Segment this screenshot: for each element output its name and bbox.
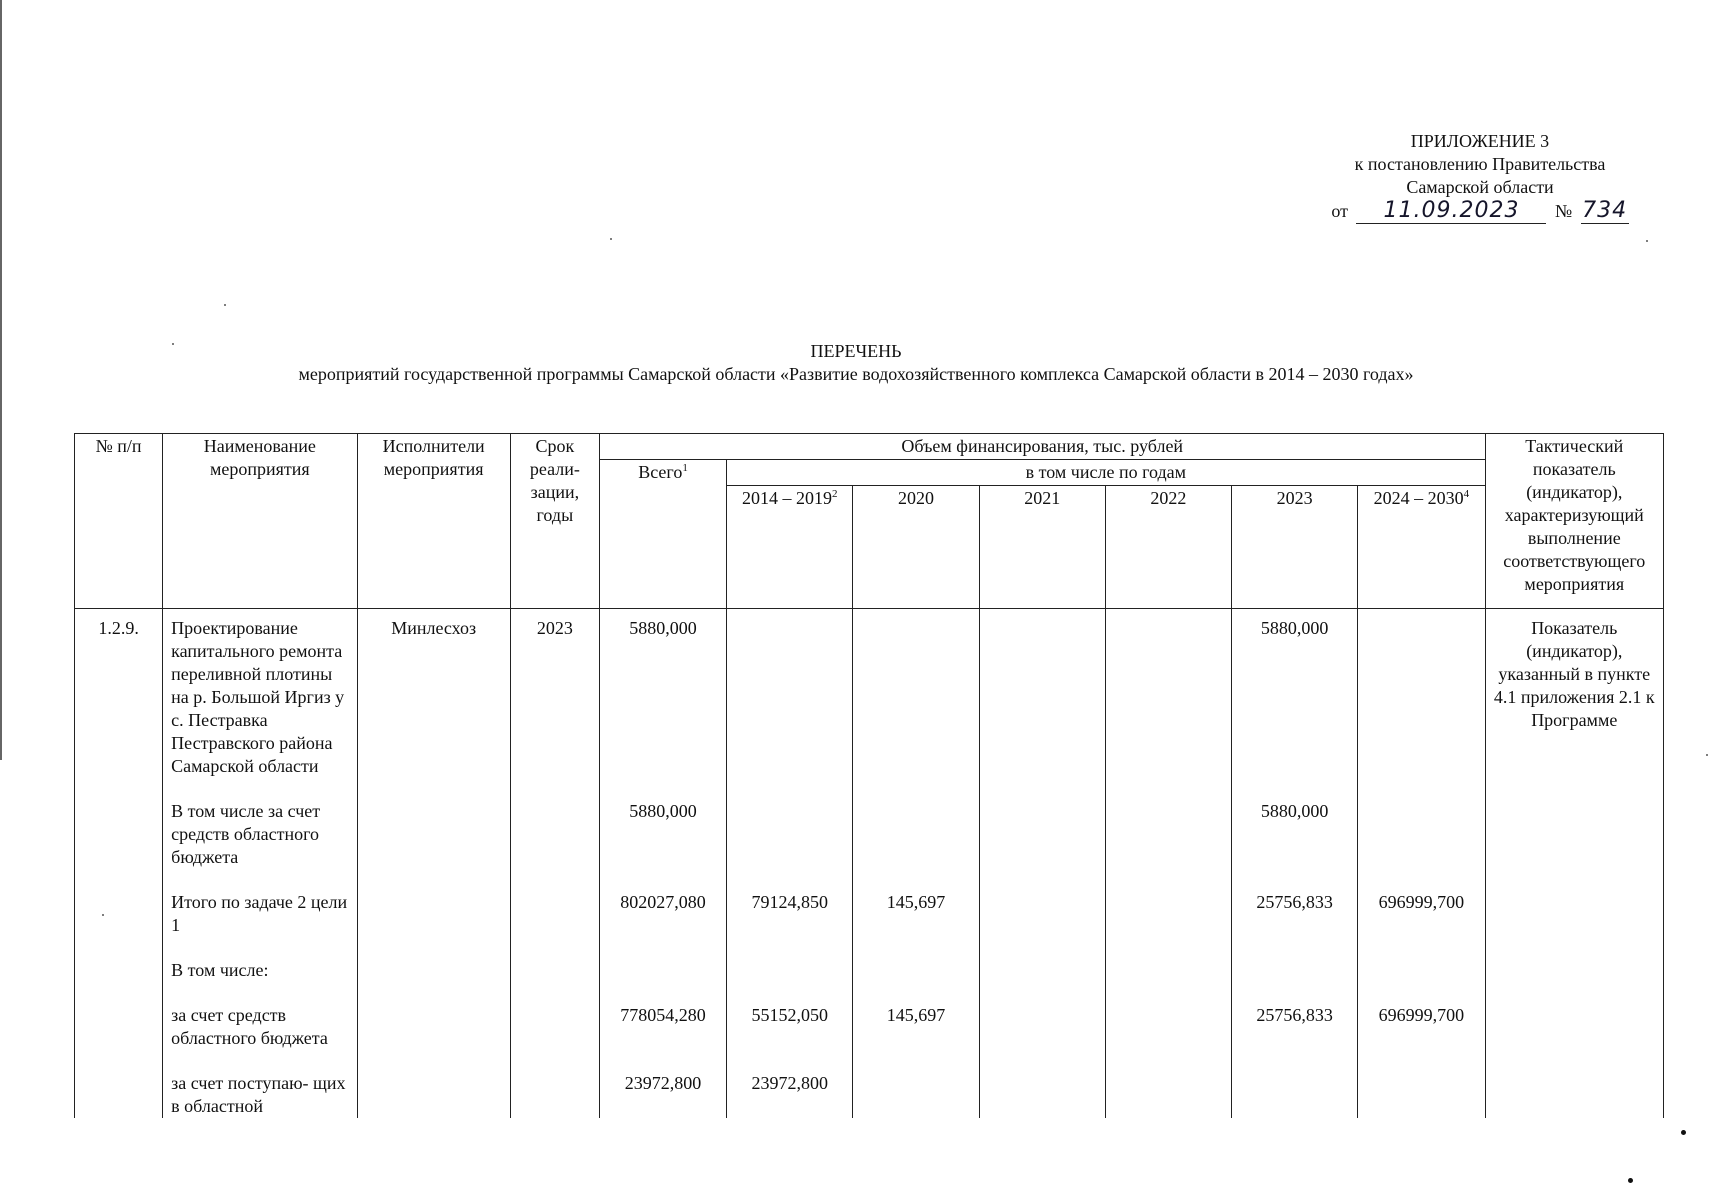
scan-speck — [172, 343, 174, 345]
cell-y2021 — [979, 800, 1105, 869]
cell-num — [75, 1004, 163, 1050]
scan-speck — [610, 238, 612, 240]
cell-term — [510, 959, 599, 982]
header-y2014-2019: 2014 – 2019$^2$ — [727, 486, 853, 609]
cell-y2014-2019: 23972,800 — [727, 1072, 853, 1118]
appendix-line-2: Самарской области — [1406, 177, 1554, 197]
appendix-block — [1300, 130, 1660, 223]
cell-y2021 — [979, 609, 1105, 779]
cell-y2022 — [1105, 1072, 1231, 1118]
table-row — [75, 1004, 1664, 1050]
cell-executor — [357, 800, 510, 869]
header-y2022: 2022 — [1105, 486, 1231, 609]
header-y2020: 2020 — [853, 486, 979, 609]
header-total: Всего$^1$ — [599, 460, 726, 609]
cell-y2022 — [1105, 800, 1231, 869]
cell-executor: Минлесхоз — [357, 609, 510, 779]
cell-name: за счет средств областного бюджета — [163, 1004, 357, 1050]
cell-name: Итого по задаче 2 цели 1 — [163, 891, 357, 937]
cell-y2020 — [853, 1072, 979, 1118]
scan-speck — [1646, 240, 1648, 242]
table-row — [75, 891, 1664, 937]
document-heading: ПЕРЕЧЕНЬ — [810, 341, 902, 361]
cell-y2020 — [853, 800, 979, 869]
cell-indicator — [1485, 959, 1663, 982]
header-by-years: в том числе по годам — [727, 460, 1485, 486]
row-spacer — [75, 869, 1664, 891]
cell-name: за счет поступаю- щих в областной — [163, 1072, 357, 1118]
financing-table — [74, 433, 1664, 1118]
cell-num: 1.2.9. — [75, 609, 163, 779]
scan-dot — [1628, 1178, 1633, 1183]
cell-y2024-2030 — [1358, 609, 1485, 779]
cell-term — [510, 1004, 599, 1050]
cell-y2023 — [1232, 1072, 1358, 1118]
cell-y2022 — [1105, 1004, 1231, 1050]
appendix-title: ПРИЛОЖЕНИЕ 3 — [1410, 131, 1550, 151]
cell-y2023: 25756,833 — [1232, 891, 1358, 937]
cell-indicator — [1485, 1072, 1663, 1118]
header-y2021: 2021 — [979, 486, 1105, 609]
cell-total — [599, 959, 726, 982]
date-prefix: от — [1331, 201, 1348, 221]
cell-y2021 — [979, 891, 1105, 937]
cell-indicator — [1485, 1004, 1663, 1050]
order-date-number-line — [1300, 199, 1660, 223]
cell-y2023: 5880,000 — [1232, 800, 1358, 869]
cell-total: 778054,280 — [599, 1004, 726, 1050]
cell-executor — [357, 959, 510, 982]
cell-y2022 — [1105, 959, 1231, 982]
cell-y2023: 5880,000 — [1232, 609, 1358, 779]
cell-name: В том числе: — [163, 959, 357, 982]
cell-total: 5880,000 — [599, 609, 726, 779]
header-y2023: 2023 — [1232, 486, 1358, 609]
cell-term — [510, 1072, 599, 1118]
appendix-line-1: к постановлению Правительства — [1354, 154, 1606, 174]
table-row — [75, 800, 1664, 869]
row-spacer — [75, 778, 1664, 800]
document-subheading: мероприятий государственной программы Самарской области «Развитие водохозяйственного комплекса Самарской области в 2014 – 2030 годах» — [298, 364, 1414, 384]
cell-num — [75, 959, 163, 982]
cell-total: 23972,800 — [599, 1072, 726, 1118]
cell-y2014-2019 — [727, 959, 853, 982]
cell-y2021 — [979, 1004, 1105, 1050]
cell-name: В том числе за счет средств областного бюджета — [163, 800, 357, 869]
cell-y2024-2030 — [1358, 800, 1485, 869]
header-num: № п/п — [75, 434, 163, 609]
scan-dot — [1681, 1130, 1686, 1135]
cell-y2014-2019: 79124,850 — [727, 891, 853, 937]
table-row — [75, 1072, 1664, 1118]
row-spacer — [75, 1050, 1664, 1072]
cell-y2020 — [853, 959, 979, 982]
cell-y2024-2030: 696999,700 — [1358, 891, 1485, 937]
cell-term — [510, 891, 599, 937]
header-executors: Исполнители мероприятия — [357, 434, 510, 609]
row-spacer — [75, 937, 1664, 959]
header-name: Наименование мероприятия — [163, 434, 357, 609]
cell-y2021 — [979, 959, 1105, 982]
cell-total: 5880,000 — [599, 800, 726, 869]
scan-speck — [1706, 754, 1708, 756]
cell-term: 2023 — [510, 609, 599, 779]
cell-executor — [357, 1004, 510, 1050]
document-title — [0, 340, 1712, 386]
cell-name: Проектирование капитального ремонта переливной плотины на р. Большой Иргиз у с. Пестравка Пестравского района Самарской области — [163, 609, 357, 779]
header-term: Срок реали- зации, годы — [510, 434, 599, 609]
table-row — [75, 609, 1664, 779]
table-row — [75, 959, 1664, 982]
cell-y2020 — [853, 609, 979, 779]
cell-y2023: 25756,833 — [1232, 1004, 1358, 1050]
cell-indicator: Показатель (индикатор), указанный в пункте 4.1 приложения 2.1 к Программе — [1485, 609, 1663, 779]
handwritten-date: 11.09.2023 — [1356, 199, 1546, 224]
scan-speck — [102, 914, 104, 916]
cell-y2020: 145,697 — [853, 1004, 979, 1050]
cell-y2024-2030 — [1358, 1072, 1485, 1118]
handwritten-number: 734 — [1582, 198, 1628, 223]
number-prefix: № — [1554, 201, 1573, 221]
cell-y2022 — [1105, 891, 1231, 937]
cell-y2020: 145,697 — [853, 891, 979, 937]
cell-total: 802027,080 — [599, 891, 726, 937]
row-spacer — [75, 982, 1664, 1004]
scan-speck — [224, 304, 226, 306]
cell-y2014-2019: 55152,050 — [727, 1004, 853, 1050]
cell-y2023 — [1232, 959, 1358, 982]
cell-num — [75, 800, 163, 869]
header-indicator: Тактический показатель (индикатор), характеризующий выполнение соответствующего мероприятия — [1485, 434, 1663, 609]
cell-y2024-2030: 696999,700 — [1358, 1004, 1485, 1050]
cell-y2021 — [979, 1072, 1105, 1118]
cell-y2014-2019 — [727, 800, 853, 869]
cell-indicator — [1485, 800, 1663, 869]
cell-term — [510, 800, 599, 869]
cell-y2014-2019 — [727, 609, 853, 779]
cell-indicator — [1485, 891, 1663, 937]
header-y2024-2030: 2024 – 2030$^4$ — [1358, 486, 1485, 609]
cell-executor — [357, 891, 510, 937]
cell-num — [75, 1072, 163, 1118]
scan-edge-line — [0, 0, 2, 760]
cell-executor — [357, 1072, 510, 1118]
cell-y2022 — [1105, 609, 1231, 779]
cell-num — [75, 891, 163, 937]
cell-y2024-2030 — [1358, 959, 1485, 982]
header-financing: Объем финансирования, тыс. рублей — [599, 434, 1485, 460]
